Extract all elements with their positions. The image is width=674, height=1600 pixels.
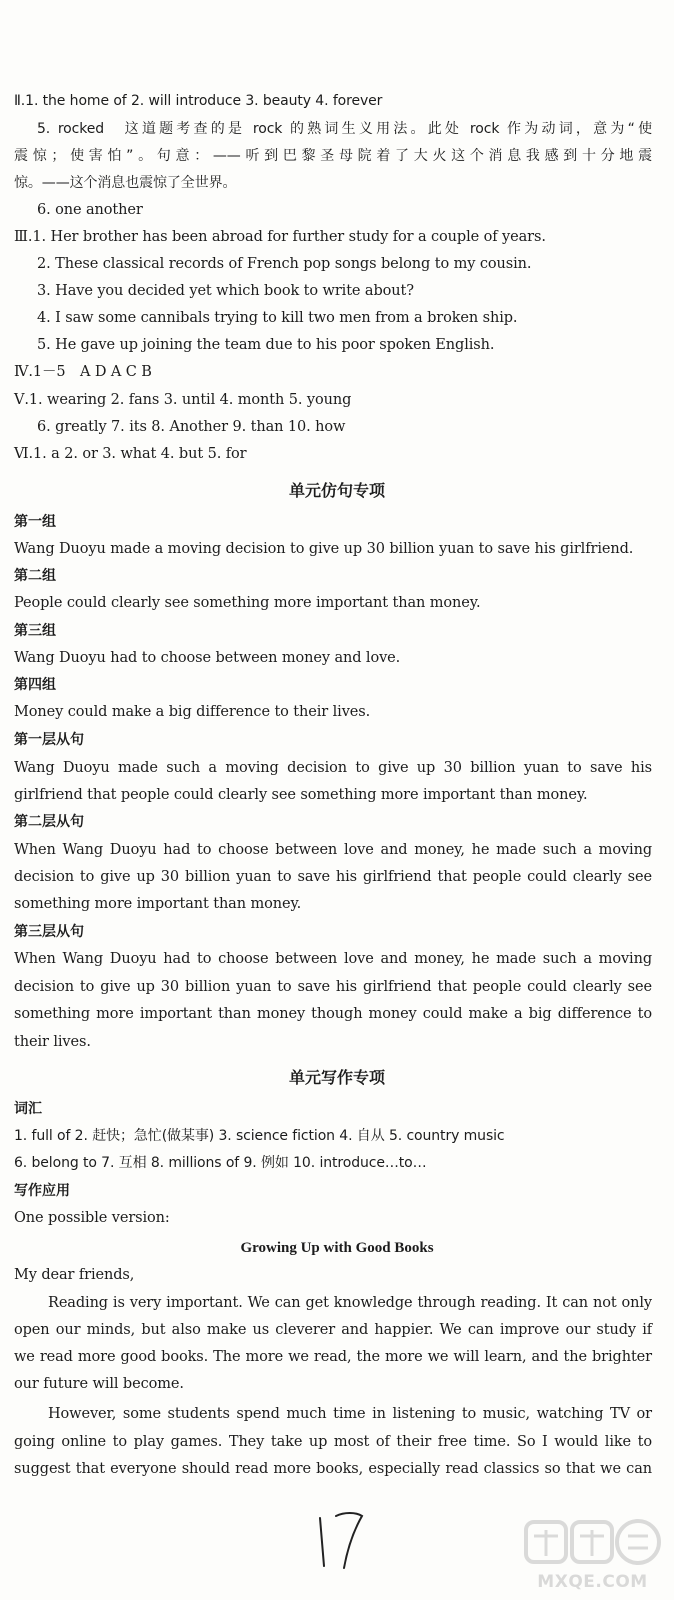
essay-p2-line-3: suggest that everyone should read more books, especially read classics so that we can [14,1461,652,1477]
clause-2-line-2: decision to give up 30 billion yuan to save his girlfriend that people could clearly see [14,869,652,885]
group-label-1: 第一组 [14,514,56,530]
watermark-logo [520,1516,665,1594]
answer-4: Ⅳ.1－5 A D A C B [14,364,152,380]
answer-2-line-2: 5. rocked 这道题考查的是 rock 的熟词生义用法。此处 rock 作为动词，意为“使 [37,121,652,137]
sentence-1: Wang Duoyu made a moving decision to give up 30 billion yuan to save his girlfriend. [14,541,634,557]
essay-p2-line-2: going online to play games. They take up most of their free time. So I would like to [14,1434,652,1450]
watermark-text: MXQE.COM [537,1572,648,1592]
answer-3-line-1: Ⅲ.1. Her brother has been abroad for further study for a couple of years. [14,229,546,245]
answer-5-line-2: 6. greatly 7. its 8. Another 9. than 10. how [37,419,346,435]
vocab-line-1: 1. full of 2. 赶快；急忙(做某事) 3. science fiction 4. 自从 5. country music [14,1128,505,1144]
answer-3-line-4: 4. I saw some cannibals trying to kill two men from a broken ship. [37,310,518,326]
sentence-2: People could clearly see something more important than money. [14,595,481,611]
clause-2-line-3: something more important than money. [14,896,302,912]
group-label-4: 第四组 [14,677,56,693]
clause-label-2: 第二层从句 [14,814,84,830]
answer-3-line-5: 5. He gave up joining the team due to his poor spoken English. [37,337,495,353]
answer-3-line-2: 2. These classical records of French pop songs belong to my cousin. [37,256,532,272]
answer-2-line-5: 6. one another [37,202,143,218]
vocab-label: 词汇 [14,1101,42,1117]
sentence-4: Money could make a big difference to their lives. [14,704,371,720]
answer-3-line-3: 3. Have you decided yet which book to write about? [37,283,414,299]
clause-label-3: 第三层从句 [14,924,84,940]
clause-label-1: 第一层从句 [14,732,84,748]
essay-p1-line-3: we read more good books. The more we read, the more we will learn, and the brighter [14,1349,652,1365]
sentence-3: Wang Duoyu had to choose between money and love. [14,650,401,666]
essay-p1-line-1: Reading is very important. We can get knowledge through reading. It can not only [48,1295,652,1311]
answer-5-line-1: Ⅴ.1. wearing 2. fans 3. until 4. month 5. young [14,392,352,408]
answer-2-line-1: Ⅱ.1. the home of 2. will introduce 3. beauty 4. forever [14,93,383,109]
clause-1-line-2: girlfriend that people could clearly see something more important than money. [14,787,588,803]
section-heading-writing: 单元写作专项 [288,1068,385,1087]
clause-3-line-3: something more important than money though money could make a big difference to [14,1006,652,1022]
essay-p2-line-1: However, some students spend much time in listening to music, watching TV or [48,1406,652,1422]
possible-version: One possible version: [14,1210,170,1226]
clause-3-line-4: their lives. [14,1034,91,1050]
answer-2-line-4: 惊。——这个消息也震惊了全世界。 [14,175,237,191]
essay-title: Growing Up with Good Books [240,1240,434,1256]
group-label-3: 第三组 [14,623,56,639]
watermark-stamp-icon [520,1516,665,1572]
clause-3-line-1: When Wang Duoyu had to choose between love and money, he made such a moving [14,951,652,967]
clause-2-line-1: When Wang Duoyu had to choose between love and money, he made such a moving [14,842,652,858]
group-label-2: 第二组 [14,568,56,584]
section-heading-imitation: 单元仿句专项 [288,481,385,500]
clause-1-line-1: Wang Duoyu made such a moving decision to give up 30 billion yuan to save his [14,760,652,776]
essay-p1-line-4: our future will become. [14,1376,184,1392]
vocab-line-2: 6. belong to 7. 互相 8. millions of 9. 例如 10. introduce…to… [14,1155,427,1171]
answer-6: Ⅵ.1. a 2. or 3. what 4. but 5. for [14,446,247,462]
page-number [310,1502,370,1572]
clause-3-line-2: decision to give up 30 billion yuan to save his girlfriend that people could clearly see [14,979,652,995]
writing-label: 写作应用 [14,1183,70,1199]
essay-greeting: My dear friends, [14,1267,135,1283]
answer-2-line-3: 震惊；使害怕”。句意：——听到巴黎圣母院着了大火这个消息我感到十分地震 [14,148,652,164]
essay-p1-line-2: open our minds, but also make us cleverer and happier. We can improve our study if [14,1322,652,1338]
